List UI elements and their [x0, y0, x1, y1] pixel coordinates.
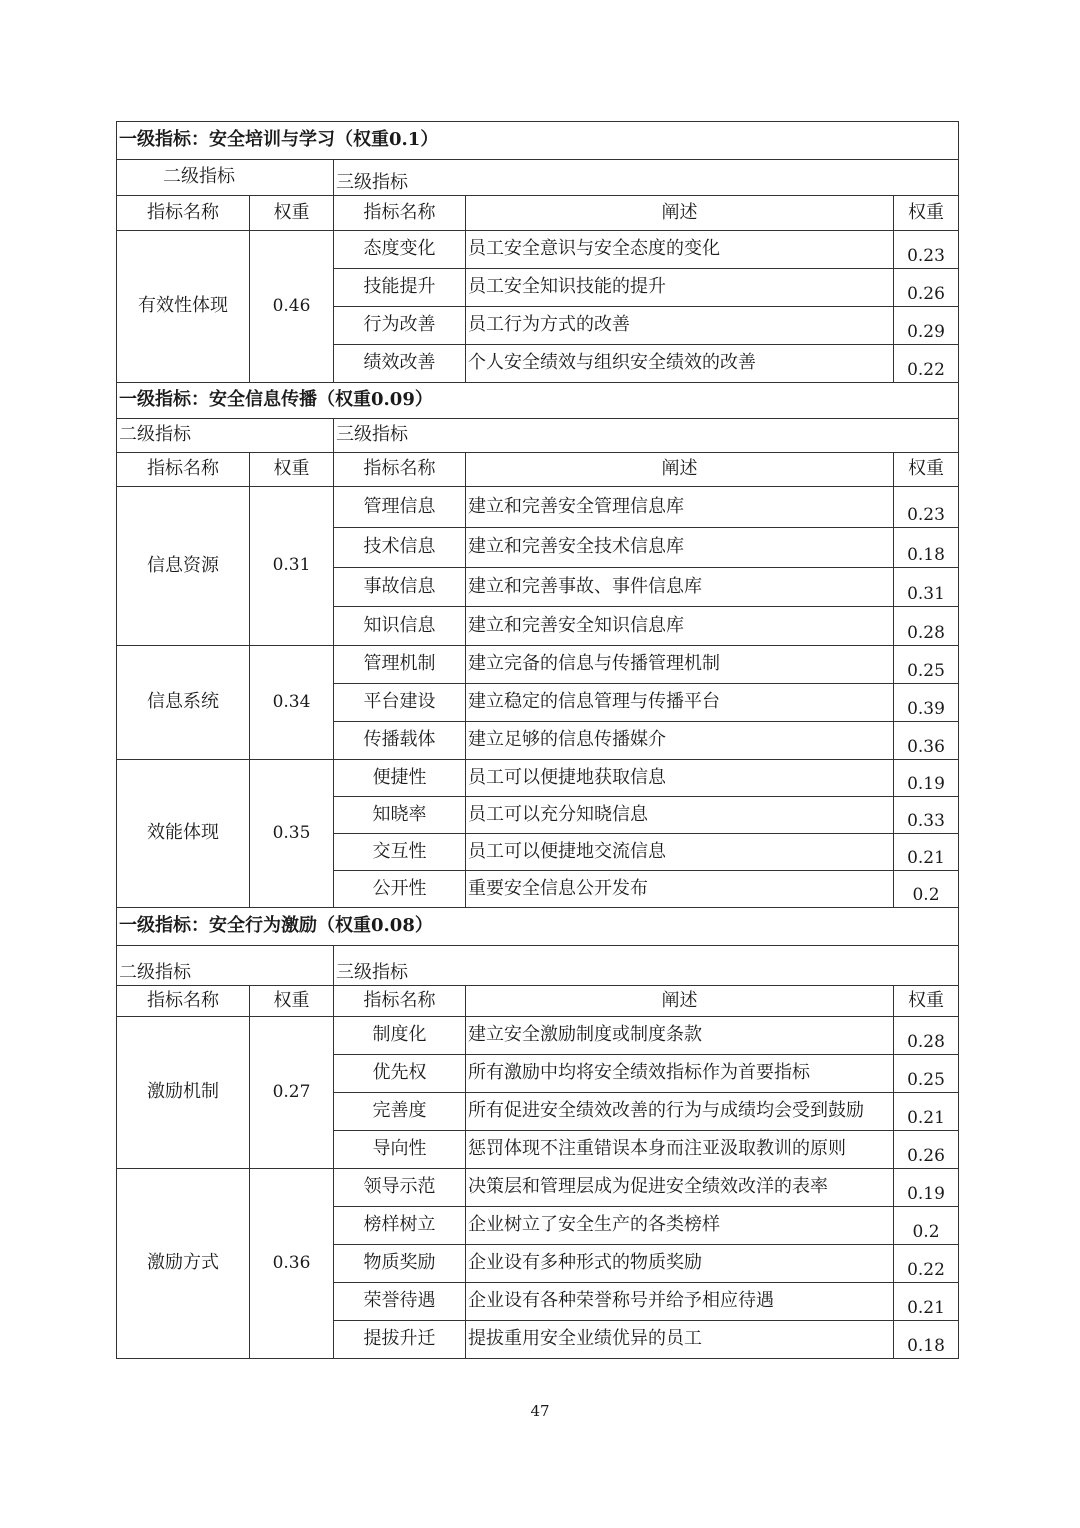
- group-weight: 0.34: [250, 646, 334, 760]
- item-weight: 0.19: [894, 1169, 959, 1207]
- header-l3-name: 指标名称: [334, 986, 466, 1017]
- section-title-row: [117, 908, 959, 946]
- header-l3-desc: 阐述: [466, 196, 894, 231]
- header-l2-name: 指标名称: [117, 196, 250, 231]
- item-weight: 0.2: [894, 871, 959, 908]
- table-row: [117, 231, 959, 269]
- level-label-row: [117, 946, 959, 986]
- item-desc: 建立和完善事故、事件信息库: [466, 568, 894, 607]
- group-weight: 0.46: [250, 231, 334, 383]
- item-name: 公开性: [334, 871, 466, 908]
- item-weight: 0.33: [894, 797, 959, 834]
- item-weight: 0.18: [894, 528, 959, 568]
- item-weight: 0.23: [894, 487, 959, 528]
- item-weight: 0.22: [894, 345, 959, 383]
- item-weight: 0.28: [894, 1017, 959, 1055]
- item-weight: 0.26: [894, 269, 959, 307]
- item-desc: 惩罚体现不注重错误本身而注亚汲取教训的原则: [466, 1131, 894, 1169]
- item-name: 便捷性: [334, 760, 466, 797]
- level-label-row: [117, 419, 959, 453]
- item-desc: 员工可以便捷地交流信息: [466, 834, 894, 871]
- item-name: 导向性: [334, 1131, 466, 1169]
- item-desc: 个人安全绩效与组织安全绩效的改善: [466, 345, 894, 383]
- level-label-row: [117, 160, 959, 196]
- group-weight: 0.27: [250, 1017, 334, 1169]
- item-desc: 员工安全意识与安全态度的变化: [466, 231, 894, 269]
- section-title: 一级指标：安全信息传播（权重0.09）: [117, 383, 959, 419]
- group-name: 激励机制: [117, 1017, 250, 1169]
- item-desc: 建立稳定的信息管理与传播平台: [466, 684, 894, 722]
- item-desc: 决策层和管理层成为促进安全绩效改洋的表率: [466, 1169, 894, 1207]
- item-weight: 0.25: [894, 646, 959, 684]
- item-name: 完善度: [334, 1093, 466, 1131]
- item-name: 领导示范: [334, 1169, 466, 1207]
- group-name: 激励方式: [117, 1169, 250, 1359]
- header-l3-weight: 权重: [894, 196, 959, 231]
- table-row: [117, 760, 959, 797]
- item-desc: 所有促进安全绩效改善的行为与成绩均会受到鼓励: [466, 1093, 894, 1131]
- item-weight: 0.2: [894, 1207, 959, 1245]
- item-name: 绩效改善: [334, 345, 466, 383]
- item-weight: 0.21: [894, 834, 959, 871]
- item-weight: 0.22: [894, 1245, 959, 1283]
- item-desc: 建立和完善安全管理信息库: [466, 487, 894, 528]
- section-title-row: [117, 383, 959, 419]
- header-l3-name: 指标名称: [334, 453, 466, 487]
- item-desc: 建立足够的信息传播媒介: [466, 722, 894, 760]
- header-l3-desc: 阐述: [466, 986, 894, 1017]
- item-weight: 0.25: [894, 1055, 959, 1093]
- item-name: 传播载体: [334, 722, 466, 760]
- level3-label: 三级指标: [334, 419, 959, 453]
- item-weight: 0.39: [894, 684, 959, 722]
- item-name: 物质奖励: [334, 1245, 466, 1283]
- item-weight: 0.21: [894, 1283, 959, 1321]
- header-l2-name: 指标名称: [117, 453, 250, 487]
- item-desc: 员工行为方式的改善: [466, 307, 894, 345]
- section-title: 一级指标：安全行为激励（权重0.08）: [117, 908, 959, 946]
- header-l3-name: 指标名称: [334, 196, 466, 231]
- item-name: 态度变化: [334, 231, 466, 269]
- item-weight: 0.36: [894, 722, 959, 760]
- item-desc: 重要安全信息公开发布: [466, 871, 894, 908]
- item-weight: 0.31: [894, 568, 959, 607]
- item-name: 事故信息: [334, 568, 466, 607]
- level3-label: 三级指标: [334, 946, 959, 986]
- item-weight: 0.19: [894, 760, 959, 797]
- item-name: 管理机制: [334, 646, 466, 684]
- section-title-row: [117, 122, 959, 160]
- level2-label: 二级指标: [117, 160, 334, 196]
- item-desc: 提拔重用安全业绩优异的员工: [466, 1321, 894, 1359]
- table-row: [117, 646, 959, 684]
- page-number: 47: [530, 1402, 550, 1420]
- item-name: 知识信息: [334, 607, 466, 646]
- group-weight: 0.31: [250, 487, 334, 646]
- group-weight: 0.36: [250, 1169, 334, 1359]
- table-row: [117, 487, 959, 528]
- header-l3-weight: 权重: [894, 986, 959, 1017]
- header-l2-weight: 权重: [250, 453, 334, 487]
- indicator-table: [116, 121, 959, 1359]
- column-header-row: [117, 986, 959, 1017]
- group-name: 有效性体现: [117, 231, 250, 383]
- item-desc: 所有激励中均将安全绩效指标作为首要指标: [466, 1055, 894, 1093]
- column-header-row: [117, 453, 959, 487]
- item-weight: 0.28: [894, 607, 959, 646]
- item-weight: 0.23: [894, 231, 959, 269]
- item-desc: 建立安全激励制度或制度条款: [466, 1017, 894, 1055]
- item-name: 提拔升迁: [334, 1321, 466, 1359]
- item-name: 制度化: [334, 1017, 466, 1055]
- item-name: 荣誉待遇: [334, 1283, 466, 1321]
- item-desc: 企业设有各种荣誉称号并给予相应待遇: [466, 1283, 894, 1321]
- item-name: 行为改善: [334, 307, 466, 345]
- table-row: [117, 1017, 959, 1055]
- header-l2-weight: 权重: [250, 196, 334, 231]
- item-weight: 0.18: [894, 1321, 959, 1359]
- item-weight: 0.26: [894, 1131, 959, 1169]
- group-name: 信息资源: [117, 487, 250, 646]
- group-name: 效能体现: [117, 760, 250, 908]
- item-desc: 员工可以充分知晓信息: [466, 797, 894, 834]
- group-weight: 0.35: [250, 760, 334, 908]
- item-desc: 员工可以便捷地获取信息: [466, 760, 894, 797]
- item-name: 交互性: [334, 834, 466, 871]
- item-name: 技能提升: [334, 269, 466, 307]
- item-desc: 企业树立了安全生产的各类榜样: [466, 1207, 894, 1245]
- header-l2-name: 指标名称: [117, 986, 250, 1017]
- item-name: 技术信息: [334, 528, 466, 568]
- item-desc: 建立和完善安全技术信息库: [466, 528, 894, 568]
- header-l2-weight: 权重: [250, 986, 334, 1017]
- item-name: 优先权: [334, 1055, 466, 1093]
- table-row: [117, 1169, 959, 1207]
- level3-label: 三级指标: [334, 160, 959, 196]
- level2-label: 二级指标: [117, 419, 334, 453]
- item-desc: 员工安全知识技能的提升: [466, 269, 894, 307]
- column-header-row: [117, 196, 959, 231]
- item-name: 平台建设: [334, 684, 466, 722]
- item-weight: 0.21: [894, 1093, 959, 1131]
- item-weight: 0.29: [894, 307, 959, 345]
- item-name: 榜样树立: [334, 1207, 466, 1245]
- item-desc: 建立完备的信息与传播管理机制: [466, 646, 894, 684]
- level2-label: 二级指标: [117, 946, 334, 986]
- section-title: 一级指标：安全培训与学习（权重0.1）: [117, 122, 959, 160]
- item-name: 知晓率: [334, 797, 466, 834]
- group-name: 信息系统: [117, 646, 250, 760]
- item-desc: 企业设有多种形式的物质奖励: [466, 1245, 894, 1283]
- item-name: 管理信息: [334, 487, 466, 528]
- item-desc: 建立和完善安全知识信息库: [466, 607, 894, 646]
- header-l3-weight: 权重: [894, 453, 959, 487]
- header-l3-desc: 阐述: [466, 453, 894, 487]
